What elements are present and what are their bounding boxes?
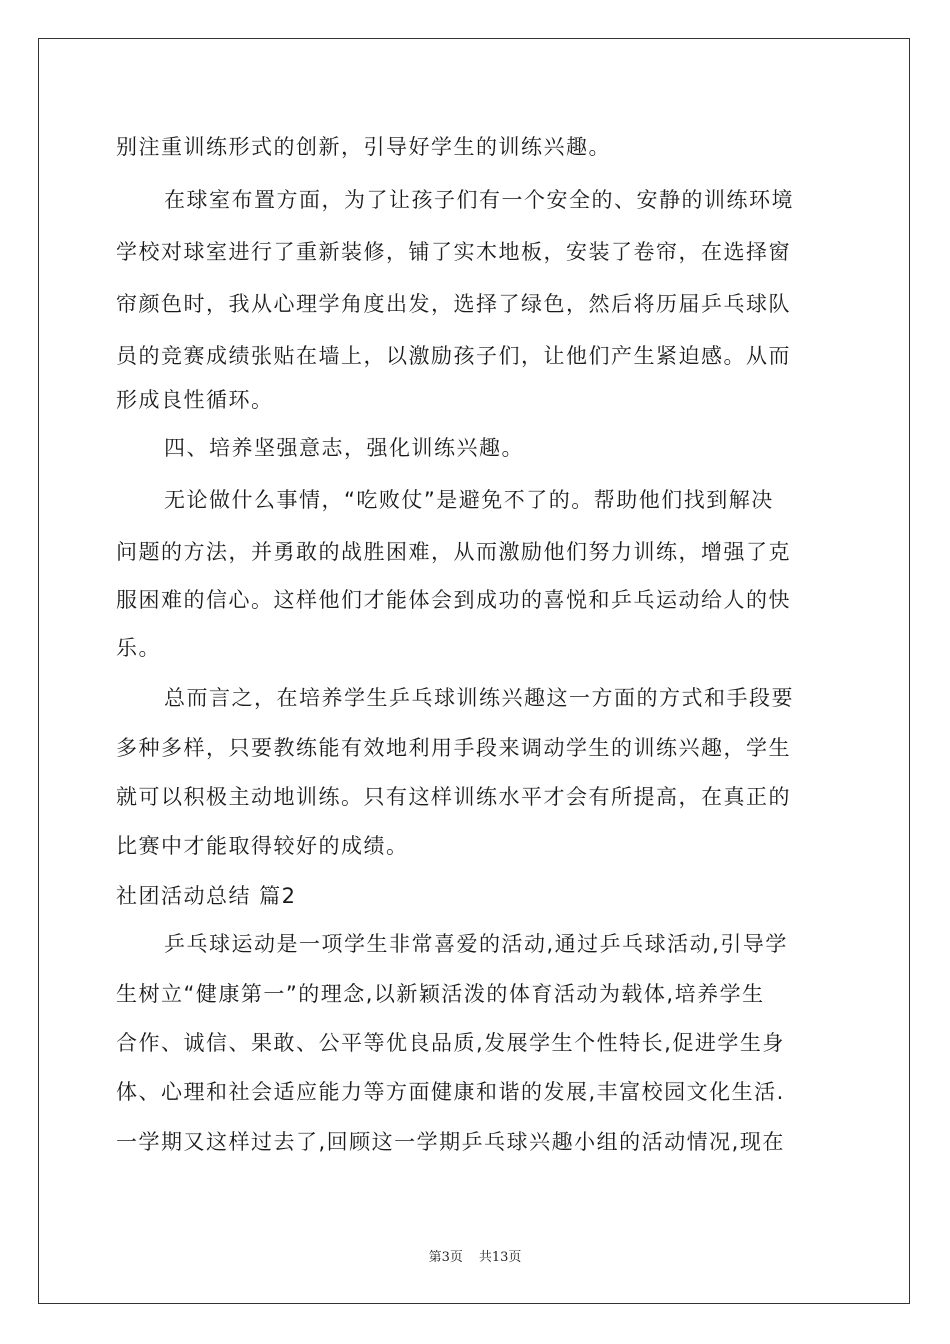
text-line: 学校对球室进行了重新装修，铺了实木地板，安装了卷帘，在选择窗 (116, 240, 791, 264)
text-line: 一学期又这样过去了,回顾这一学期乒乓球兴趣小组的活动情况,现在 (116, 1130, 785, 1154)
text-line: 无论做什么事情，“吃败仗”是避免不了的。帮助他们找到解决 (164, 488, 774, 512)
text-line: 乒乓球运动是一项学生非常喜爱的活动,通过乒乓球活动,引导学 (164, 932, 788, 956)
page-total: 共13页 (478, 1250, 522, 1265)
text-line: 服困难的信心。这样他们才能体会到成功的喜悦和乒乓运动给人的快 (116, 588, 791, 612)
text-line: 帘颜色时，我从心理学角度出发，选择了绿色，然后将历届乒乓球队 (116, 292, 791, 316)
text-line: 比赛中才能取得较好的成绩。 (116, 834, 409, 858)
text-line: 员的竞赛成绩张贴在墙上，以激励孩子们，让他们产生紧迫感。从而 (116, 344, 791, 368)
text-line: 合作、诚信、果敢、公平等优良品质,发展学生个性特长,促进学生身 (116, 1031, 785, 1055)
page-footer (0, 1246, 950, 1265)
article-title: 社团活动总结 篇2 (116, 884, 297, 908)
text-line: 形成良性循环。 (116, 388, 274, 412)
text-line: 在球室布置方面，为了让孩子们有一个安全的、安静的训练环境 (164, 188, 794, 212)
text-line: 体、心理和社会适应能力等方面健康和谐的发展,丰富校园文化生活. (116, 1080, 785, 1104)
text-line: 总而言之，在培养学生乒乓球训练兴趣这一方面的方式和手段要 (164, 686, 794, 710)
section-heading: 四、培养坚强意志，强化训练兴趣。 (164, 436, 524, 460)
text-line: 就可以积极主动地训练。只有这样训练水平才会有所提高，在真正的 (116, 785, 791, 809)
text-line: 问题的方法，并勇敢的战胜困难，从而激励他们努力训练，增强了克 (116, 540, 791, 564)
page-number: 第3页 (428, 1250, 463, 1265)
page-border (38, 38, 910, 1304)
text-line: 生树立“健康第一”的理念,以新颖活泼的体育活动为载体,培养学生 (116, 982, 765, 1006)
text-line: 乐。 (116, 636, 161, 660)
text-line: 多种多样，只要教练能有效地利用手段来调动学生的训练兴趣，学生 (116, 736, 791, 760)
text-line: 别注重训练形式的创新，引导好学生的训练兴趣。 (116, 135, 611, 159)
